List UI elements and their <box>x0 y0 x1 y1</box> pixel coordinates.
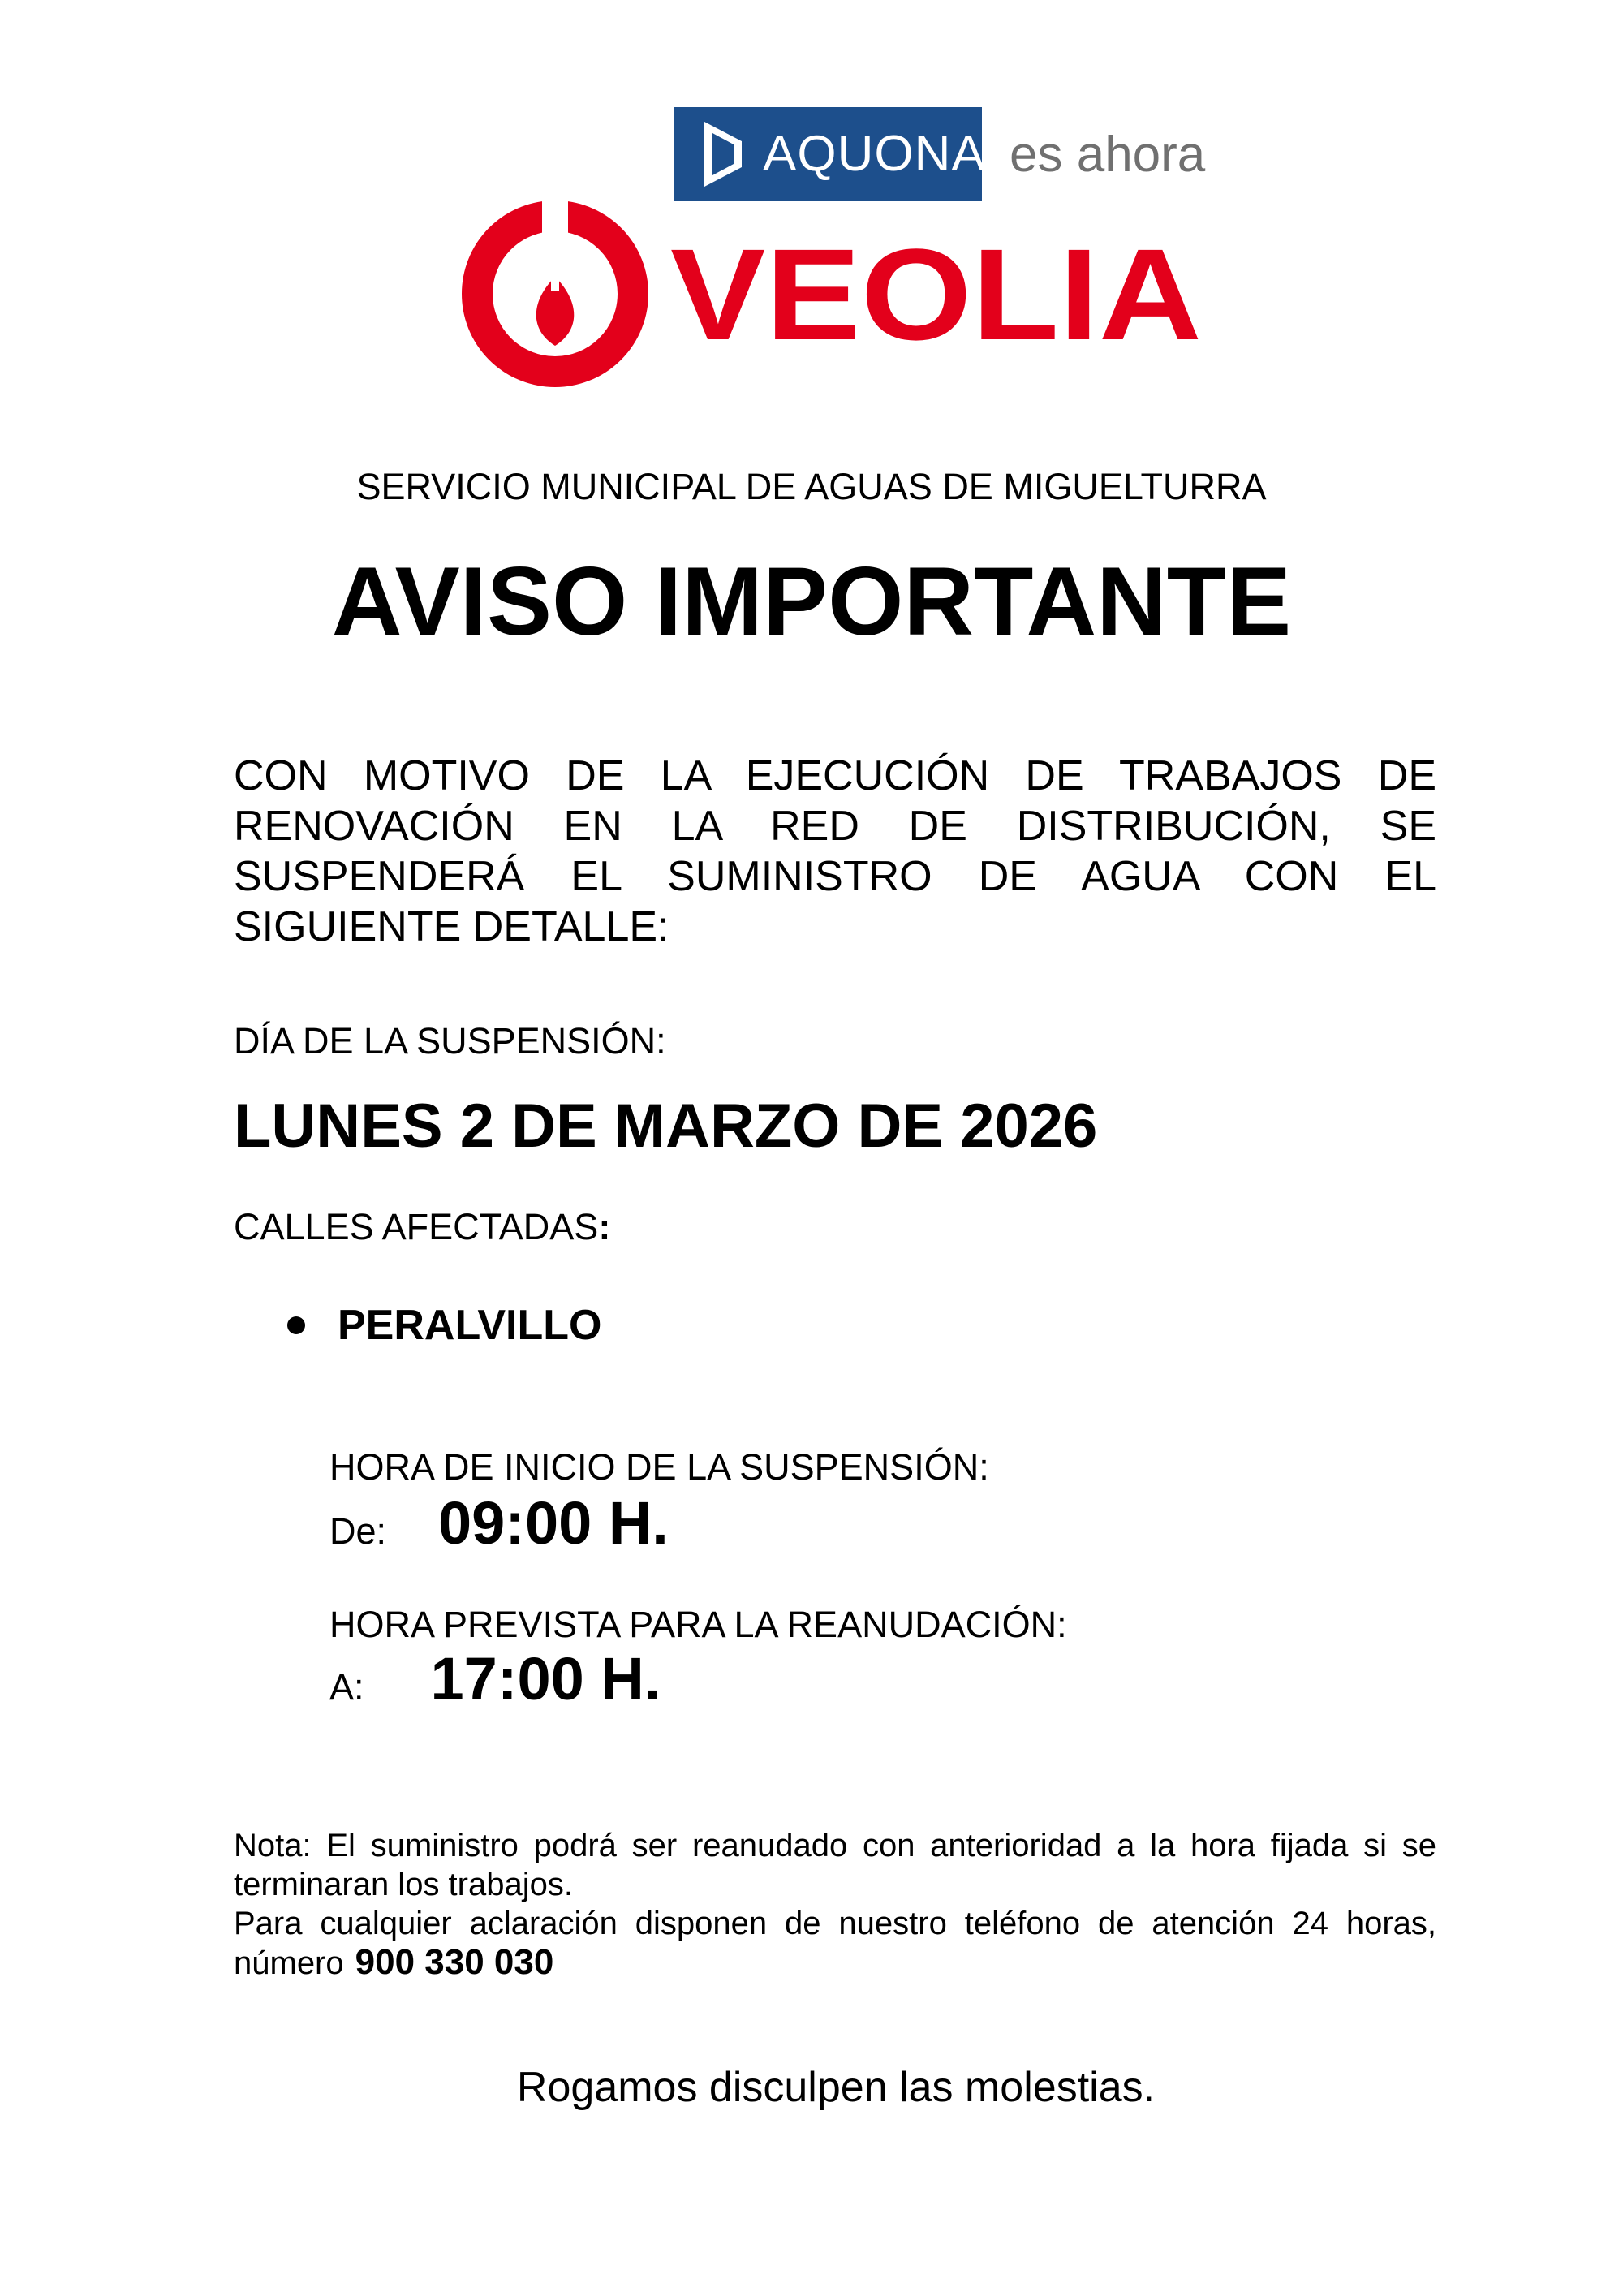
start-time-prefix: De: <box>329 1510 387 1552</box>
es-ahora-text: es ahora <box>1010 127 1206 183</box>
apology-text: Rogamos disculpen las molestias. <box>516 2064 1156 2111</box>
page-title: AVISO IMPORTANTE <box>331 547 1292 656</box>
note-line-2 <box>234 1904 1436 1983</box>
start-time-row <box>329 1487 669 1560</box>
aquona-logo-text: AQUONA <box>763 126 986 182</box>
streets-label-colon: : <box>598 1206 611 1247</box>
suspension-date: LUNES 2 DE MARZO DE 2026 <box>234 1092 1098 1161</box>
start-time-label: HORA DE INICIO DE LA SUSPENSIÓN: <box>329 1446 989 1488</box>
note-block <box>234 1826 1436 1983</box>
start-time-value: 09:00 H. <box>438 1489 669 1557</box>
veolia-wordmark <box>670 237 1206 351</box>
aquona-logo <box>674 107 986 201</box>
end-time-value: 17:00 H. <box>430 1645 661 1712</box>
veolia-logo-text: VEOLIA <box>670 237 1202 351</box>
veolia-symbol-icon <box>461 200 649 388</box>
intro-paragraph: CON MOTIVO DE LA EJECUCIÓN DE TRABAJOS DE RENOVACIÓN EN LA RED DE DISTRIBUCIÓN, SE SUSPENDERÁ EL SUMINISTRO DE AGUA CON EL SIGUIENTE DETALLE: <box>234 752 1436 950</box>
day-label: DÍA DE LA SUSPENSIÓN: <box>234 1020 666 1062</box>
note-line-2-text: Para cualquier aclaración disponen de nuestro teléfono de atención 24 horas, número <box>234 1906 1436 1981</box>
aquona-mark-icon <box>704 122 742 187</box>
service-name: SERVICIO MUNICIPAL DE AGUAS DE MIGUELTURRA <box>356 466 1267 507</box>
bullet-icon <box>287 1316 305 1334</box>
note-line-1: Nota: El suministro podrá ser reanudado con anterioridad a la hora fijada si se terminaran los trabajos. <box>234 1828 1436 1902</box>
list-item <box>284 1299 601 1352</box>
end-time-label: HORA PREVISTA PARA LA REANUDACIÓN: <box>329 1604 1067 1645</box>
streets-label-text: CALLES AFECTADAS <box>234 1206 599 1247</box>
street-name: PERALVILLO <box>338 1302 602 1349</box>
end-time-row <box>329 1643 661 1716</box>
streets-label <box>234 1204 610 1250</box>
end-time-prefix: A: <box>329 1666 364 1708</box>
phone-number: 900 330 030 <box>355 1942 554 1982</box>
